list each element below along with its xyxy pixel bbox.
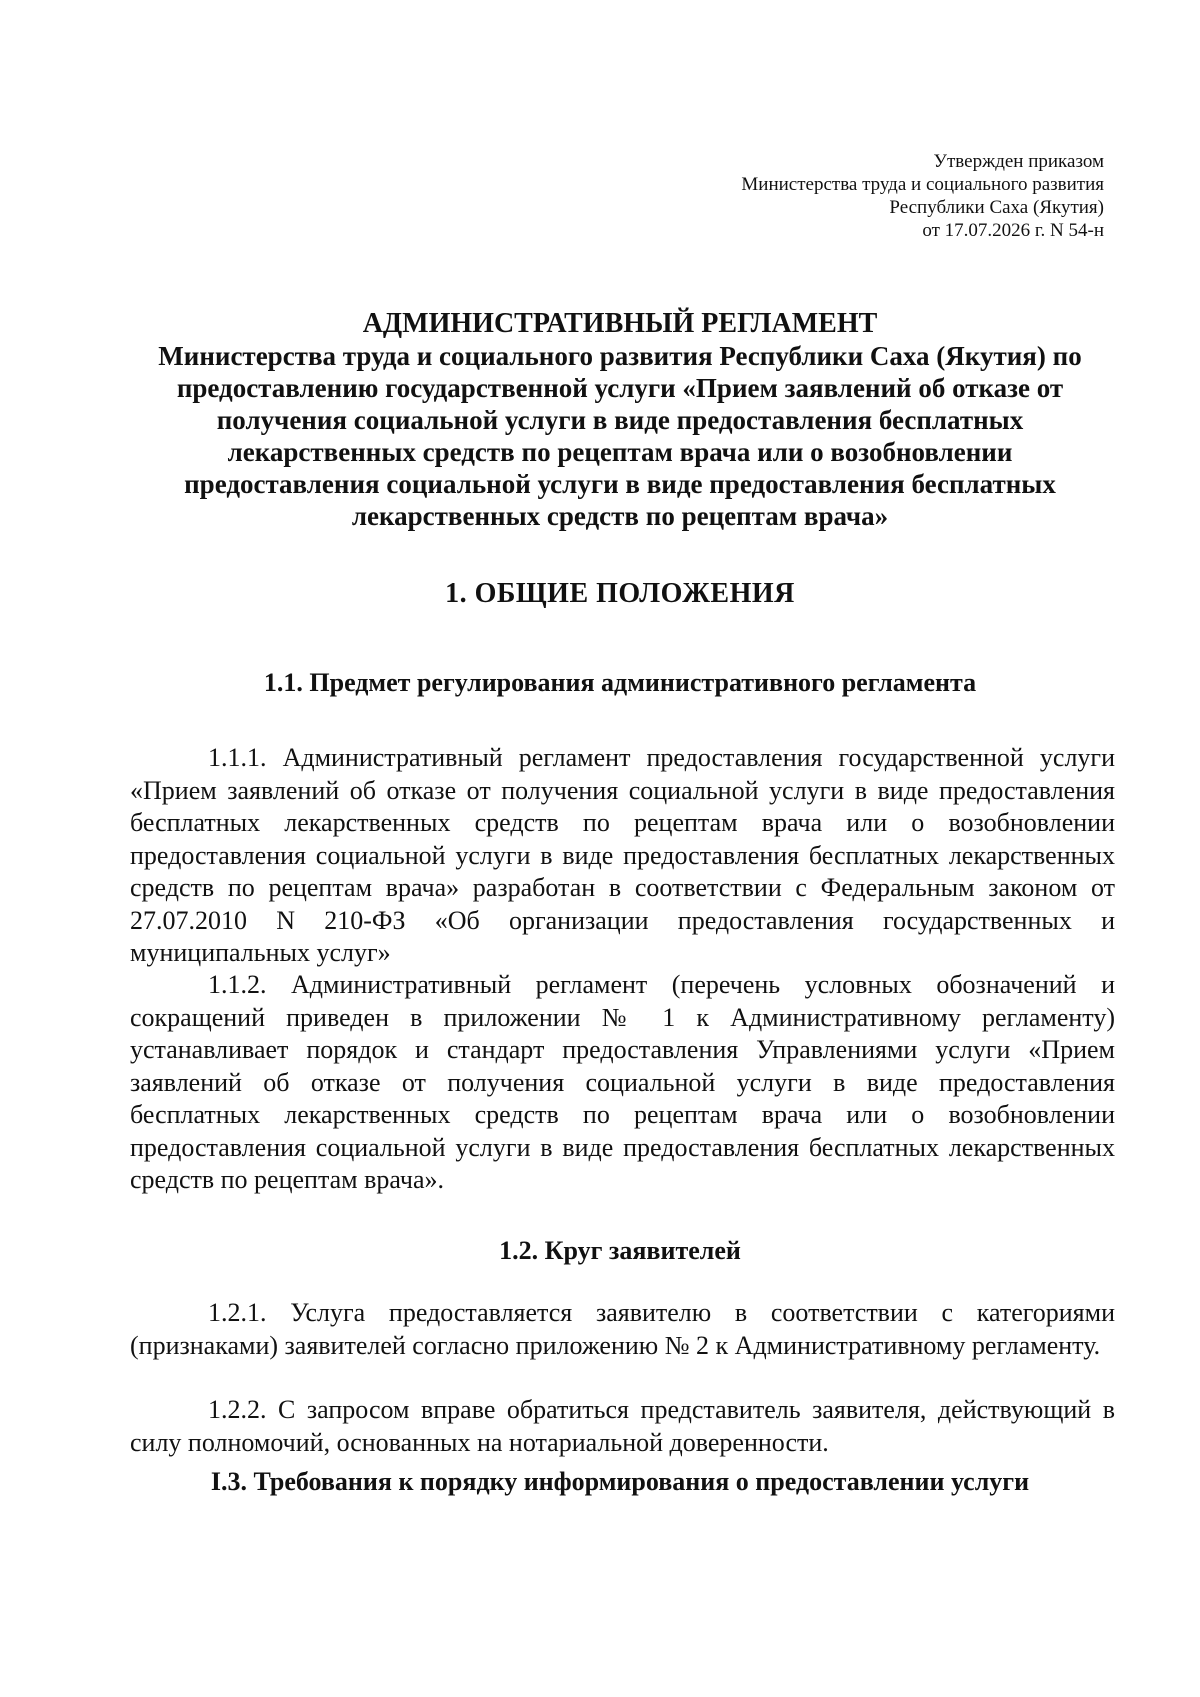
approval-line: Республики Саха (Якутия) — [889, 197, 1104, 218]
section-heading: 1. ОБЩИЕ ПОЛОЖЕНИЯ — [445, 578, 795, 609]
document-title — [135, 308, 1105, 532]
approval-date-number: от 17.07.2026 г. N 54-н — [922, 220, 1104, 241]
subsection-heading: 1.1. Предмет регулирования административного регламента — [263, 668, 977, 697]
paragraph: 1.1.2. Административный регламент (перечень условных обозначений и сокращений приведен в приложении № 1 к Административному регламенту) устанавливает порядок и стандарт предоставления Управлениями услуги «Прием заявлений об отказе от получения социальной услуги в виде предоставления бесплатных лекарственных средств по рецептам врача или о возобновлении предоставления социальной услуги в виде предоставления бесплатных лекарственных средств по рецептам врача». — [130, 970, 1115, 1194]
subsection-heading: I.3. Требования к порядку информирования о предоставлении услуги — [210, 1467, 1030, 1496]
approval-line: Утвержден приказом — [933, 151, 1104, 172]
paragraph: 1.2.2. С запросом вправе обратиться представитель заявителя, действующий в силу полномочий, основанных на нотариальной доверенности. — [130, 1395, 1115, 1457]
paragraph: 1.2.1. Услуга предоставляется заявителю в соответствии с категориями (признаками) заявителей согласно приложению № 2 к Административному регламенту. — [130, 1298, 1115, 1360]
document-title-line: получения социальной услуги в виде предоставления бесплатных — [216, 405, 1024, 435]
approval-line: Министерства труда и социального развития — [741, 174, 1104, 195]
paragraph: 1.1.1. Административный регламент предоставления государственной услуги «Прием заявлений об отказе от получения социальной услуги в виде предоставления бесплатных лекарственных средств по рецептам врача или о возобновлении предоставления социальной услуги в виде предоставления бесплатных лекарственных средств по рецептам врача» разработан в соответствии с Федеральным законом от 27.07.2010 N 210-ФЗ «Об организации предоставления государственных и муниципальных услуг» — [130, 743, 1115, 967]
approval-stamp-block — [584, 150, 1104, 242]
document-title-main: АДМИНИСТРАТИВНЫЙ РЕГЛАМЕНТ — [362, 308, 878, 339]
document-title-line: Министерства труда и социального развития Республики Саха (Якутия) по — [158, 341, 1082, 371]
document-title-line: лекарственных средств по рецептам врача» — [351, 501, 889, 531]
subsection-heading: 1.2. Круг заявителей — [499, 1236, 741, 1265]
document-title-line: лекарственных средств по рецептам врача или о возобновлении — [227, 437, 1013, 467]
document-title-line: предоставления социальной услуги в виде предоставления бесплатных — [184, 469, 1056, 499]
document-title-line: предоставлению государственной услуги «Прием заявлений об отказе от — [176, 373, 1064, 403]
